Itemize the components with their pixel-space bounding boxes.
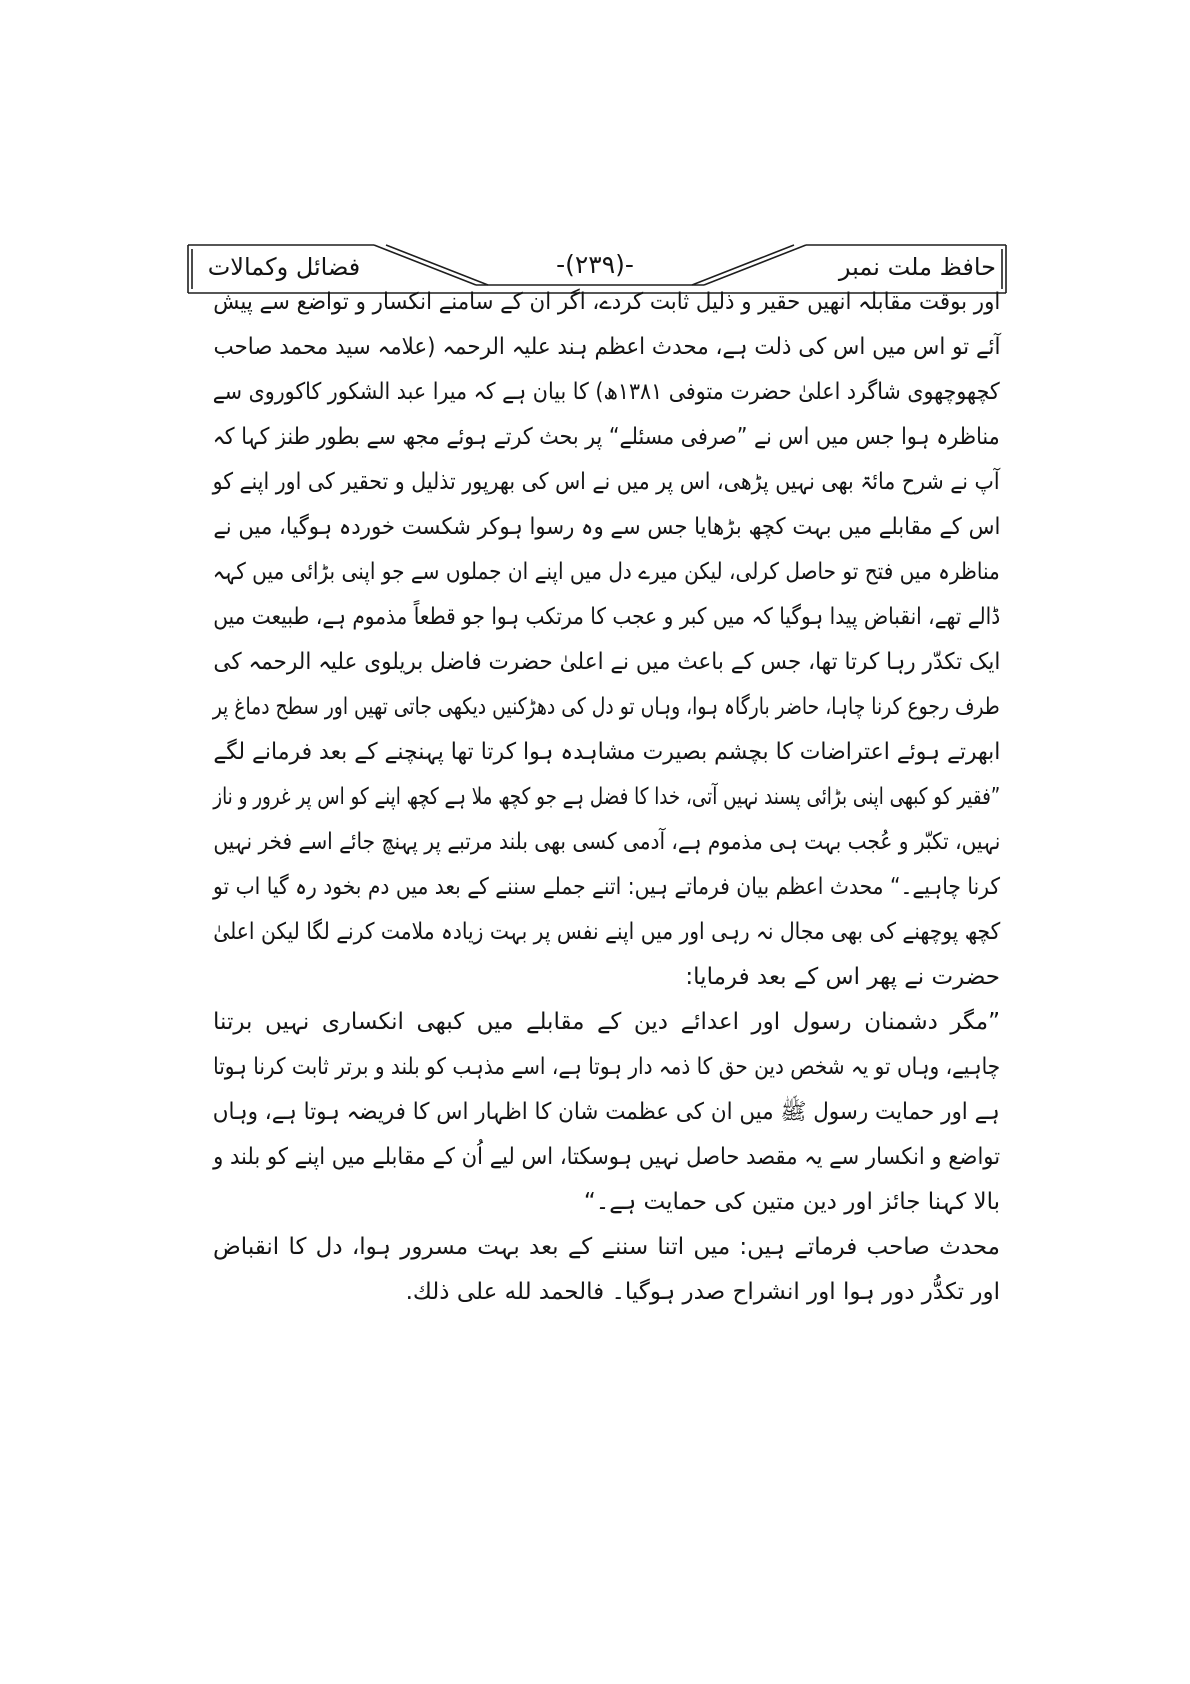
text-line-content: نہیں، تکبّر و عُجب بہت ہی مذموم ہے، آدمی کسی بھی بلند مرتبے پر پہنچ جائے اسے فخر نہیں [213, 829, 1000, 855]
body-text [213, 280, 1000, 1315]
text-line [213, 640, 1000, 685]
text-line [213, 1090, 1000, 1135]
magazine-title: حافظ ملت نمبر [838, 253, 996, 281]
text-line-content: مناظرہ میں فتح تو حاصل کرلی، لیکن میرے دل میں اپنے ان جملوں سے جو اپنی بڑائی میں کہہ [213, 559, 1000, 585]
text-line [213, 1045, 1000, 1090]
text-line [213, 685, 1000, 730]
text-line [213, 595, 1000, 640]
text-line-content: محدث صاحب فرماتے ہیں: میں اتنا سننے کے بعد بہت مسرور ہوا، دل کا انقباض [213, 1234, 1000, 1260]
text-line [213, 820, 1000, 865]
text-line-content: اس کے مقابلے میں بہت کچھ بڑھایا جس سے وہ رسوا ہوکر شکست خوردہ ہوگیا، میں نے [213, 514, 1000, 540]
text-line [213, 1180, 1000, 1225]
text-line [213, 370, 1000, 415]
text-line-content: ایک تکدّر رہا کرتا تھا، جس کے باعث میں نے اعلیٰ حضرت فاضل بریلوی علیہ الرحمہ کی [213, 649, 1000, 675]
text-line-content: چاہیے، وہاں تو یہ شخص دین حق کا ذمہ دار ہوتا ہے، اسے مذہب کو بلند و برتر ثابت کرنا ہوتا [213, 1054, 1000, 1080]
text-line [213, 1270, 1000, 1315]
text-line-content: حضرت نے پھر اس کے بعد فرمایا: [685, 964, 1000, 990]
text-line [213, 460, 1000, 505]
text-line [213, 325, 1000, 370]
text-line-content: مناظرہ ہوا جس میں اس نے ”صرفی مسئلے“ پر بحث کرتے ہوئے مجھ سے بطور طنز کہا کہ [213, 424, 1000, 450]
text-line [213, 955, 1000, 1000]
text-line-content: کرنا چاہیے۔“ محدث اعظم بیان فرماتے ہیں: اتنے جملے سننے کے بعد میں دم بخود رہ گیا اب تو [213, 874, 1000, 900]
text-line [213, 775, 1000, 820]
text-line-content: ابھرتے ہوئے اعتراضات کا بچشم بصیرت مشاہدہ ہوا کرتا تھا پہنچنے کے بعد فرمانے لگے [213, 739, 1000, 765]
text-line-content: ہے اور حمایت رسول ﷺ میں ان کی عظمت شان کا اظہار اس کا فریضہ ہوتا ہے، وہاں [213, 1099, 1000, 1125]
text-line-content: ”مگر دشمنان رسول اور اعدائے دین کے مقابلے میں کبھی انکساری نہیں برتنا [213, 1009, 1000, 1035]
text-line [213, 730, 1000, 775]
text-line [213, 910, 1000, 955]
text-line [213, 1000, 1000, 1045]
text-line [213, 1225, 1000, 1270]
text-line [213, 505, 1000, 550]
text-line-content: اور تکدُّر دور ہوا اور انشراح صدر ہوگیا۔ فالحمد لله على ذلك. [405, 1279, 1000, 1305]
text-line-content: کچھ پوچھنے کی بھی مجال نہ رہی اور میں اپنے نفس پر بہت زیادہ ملامت کرنے لگا لیکن اعلیٰ [213, 919, 1000, 945]
text-line-content: بالا کہنا جائز اور دین متین کی حمایت ہے۔“ [583, 1189, 1000, 1215]
text-line-content: آپ نے شرح مائۃ بھی نہیں پڑھی، اس پر میں نے اس کی بھرپور تذلیل و تحقیر کی اور اپنے کو [213, 469, 1000, 495]
text-line-content: کچھوچھوی شاگرد اعلیٰ حضرت متوفی ۱۳۸۱ھ) کا بیان ہے کہ میرا عبد الشکور کاکوروی سے [213, 379, 1000, 405]
text-line [213, 550, 1000, 595]
page-number: -(۲۳۹)- [556, 250, 634, 279]
text-line-content: آئے تو اس میں اس کی ذلت ہے، محدث اعظم ہند علیہ الرحمہ (علامہ سید محمد صاحب [213, 334, 1000, 360]
text-line [213, 1135, 1000, 1180]
text-line-content: طرف رجوع کرنا چاہا، حاضر بارگاہ ہوا، وہاں تو دل کی دھڑکنیں دیکھی جاتی تھیں اور سطح دماغ پر [213, 694, 1000, 720]
text-line [213, 415, 1000, 460]
text-line-content: تواضع و انکسار سے یہ مقصد حاصل نہیں ہوسکتا، اس لیے اُن کے مقابلے میں اپنے کو بلند و [213, 1144, 1000, 1170]
text-line-content: اور بوقت مقابلہ انھیں حقیر و ذلیل ثابت کردے، اگر ان کے سامنے انکسار و تواضع سے پیش [213, 289, 1000, 315]
text-line-content: ڈالے تھے، انقباض پیدا ہوگیا کہ میں کبر و عجب کا مرتکب ہوا جو قطعاً مذموم ہے، طبیعت میں [213, 604, 1000, 630]
text-line [213, 865, 1000, 910]
text-line [213, 280, 1000, 325]
text-line-content: ”فقیر کو کبھی اپنی بڑائی پسند نہیں آتی، خدا کا فضل ہے جو کچھ ملا ہے کچھ اپنے کو اس پر غرور و ناز [213, 784, 1000, 810]
section-title: فضائل وکمالات [207, 253, 361, 281]
